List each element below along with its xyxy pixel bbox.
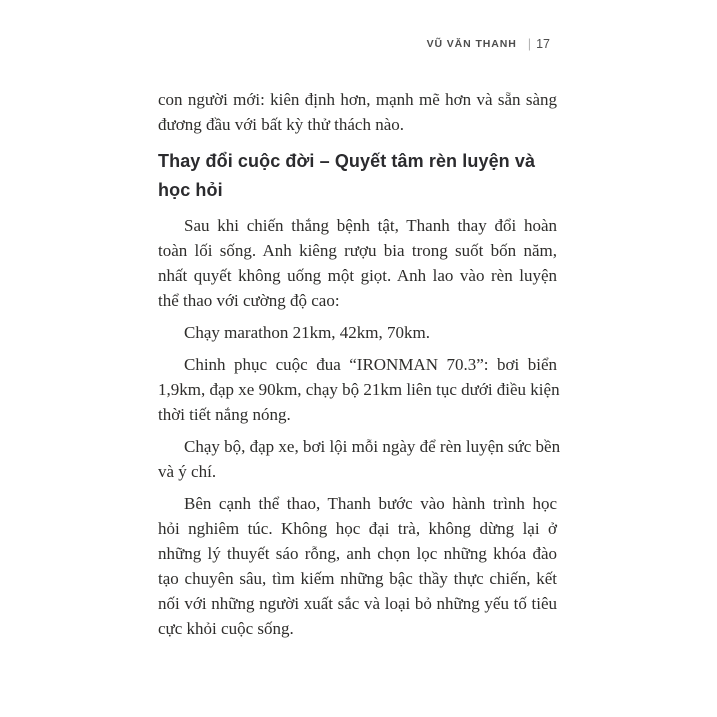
paragraph — [158, 352, 560, 427]
section-heading — [158, 147, 557, 205]
text-line: Sau khi chiến thắng bệnh tật, Thanh thay đổi hoàn — [184, 216, 557, 235]
text-line: thể thao với cường độ cao: — [158, 291, 340, 310]
text-line: cực khỏi cuộc sống. — [158, 619, 294, 638]
header-page-number: 17 — [536, 37, 550, 51]
text-line: hỏi nghiêm túc. Không học đại trà, không dừng lại ở — [158, 519, 557, 538]
text-line: học hỏi — [158, 180, 223, 200]
paragraph — [158, 491, 557, 641]
page-content — [158, 87, 561, 648]
text-line: Chạy marathon 21km, 42km, 70km. — [184, 323, 431, 342]
text-line: Thay đổi cuộc đời – Quyết tâm rèn luyện và — [158, 151, 536, 171]
text-line: toàn lối sống. Anh kiêng rượu bia trong suốt bốn năm, — [158, 241, 557, 260]
text-line: tạo chuyên sâu, tìm kiếm những bậc thầy thực chiến, kết — [158, 569, 557, 588]
text-line: 1,9km, đạp xe 90km, chạy bộ 21km liên tục dưới điều kiện — [158, 380, 560, 399]
text-line: đương đầu với bất kỳ thử thách nào. — [158, 115, 405, 134]
text-line: Chinh phục cuộc đua “IRONMAN 70.3”: bơi biển — [184, 355, 557, 374]
header-author: VŨ VĂN THANH — [426, 38, 517, 50]
paragraph — [158, 213, 557, 313]
paragraph — [158, 87, 557, 137]
text-line: và ý chí. — [158, 462, 217, 481]
running-head — [427, 37, 550, 51]
paragraph — [158, 434, 561, 484]
paragraph — [158, 320, 557, 345]
text-line: nhất quyết không uống một giọt. Anh lao vào rèn luyện — [158, 266, 557, 285]
text-line: Chạy bộ, đạp xe, bơi lội mỗi ngày để rèn luyện sức bền — [184, 437, 561, 456]
text-line: nối với những người xuất sắc và loại bỏ những yếu tố tiêu — [158, 594, 557, 613]
header-separator: | — [527, 36, 532, 51]
text-line: con người mới: kiên định hơn, mạnh mẽ hơn và sẵn sàng — [158, 90, 557, 109]
text-line: thời tiết nắng nóng. — [158, 405, 291, 424]
text-line: Bên cạnh thể thao, Thanh bước vào hành trình học — [184, 494, 557, 513]
text-line: những lý thuyết sáo rỗng, anh chọn lọc những khóa đào — [158, 544, 557, 563]
